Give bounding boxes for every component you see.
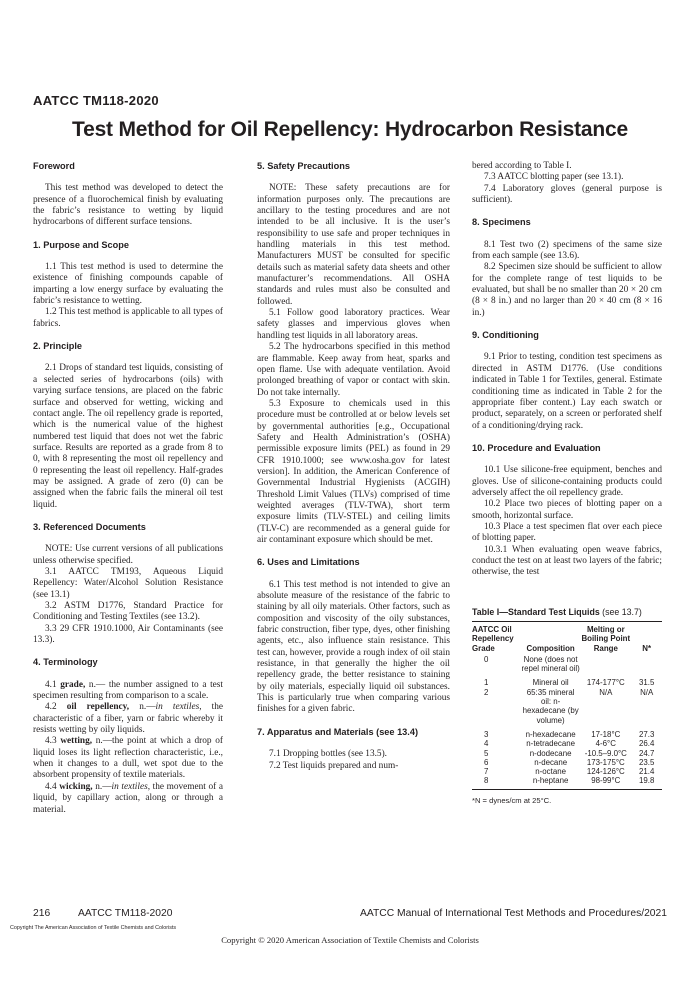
table-row (472, 776, 662, 785)
term: wetting, (60, 736, 93, 747)
cell-range: 4-6°C (595, 739, 616, 749)
cell-range: N/A (599, 687, 613, 697)
cell-n: 19.8 (638, 776, 655, 786)
paragraph-3-1: 3.1 AATCC TM193, Aqueous Liquid Repellency: Water/Alcohol Solution Resistance (see 13.1) (33, 566, 223, 600)
section-heading-specimens: 8. Specimens (472, 217, 531, 228)
definition-text: , the characteristic of a fiber, yarn or fabric whereby it resists wetting by oily liquids. (33, 702, 224, 736)
header-range: Melting or Boiling Point Range (581, 625, 631, 653)
paragraph-foreword: This test method was developed to detect the presence of a fluorochemical finish by evaluating the fabric’s resistance to wetting by liquid hydrocarbons of different surface tensions. (33, 183, 223, 228)
paragraph-3-2: 3.2 ASTM D1776, Standard Practice for Conditioning and Testing Textiles (see 13.2). (33, 601, 223, 623)
column-1 (33, 161, 223, 816)
cell-n (631, 655, 662, 674)
cell-n: N/A (640, 687, 654, 697)
cell-composition: n-dodecane (529, 748, 572, 758)
table-row (472, 758, 662, 767)
section-heading-referenced-documents: 3. Referenced Documents (33, 521, 146, 532)
table-row (472, 739, 662, 748)
paragraph-8-1: 8.1 Test two (2) specimens of the same size from each sample (see 13.6). (472, 239, 662, 262)
table-row (472, 655, 662, 674)
table-row (472, 767, 662, 776)
paragraph-10-2: 10.2 Place two pieces of blotting paper on a smooth, horizontal surface. (472, 499, 662, 521)
table-footnote: *N = dynes/cm at 25°C. (472, 795, 552, 805)
term: grade, (60, 679, 86, 690)
paragraph-7-2: 7.2 Test liquids prepared and num- (269, 760, 399, 771)
copyright-notice: Copyright © 2020 American Association of Textile Chemists and Colorists (221, 935, 479, 945)
cell-composition: 65:35 mineral oil: n-hexadecane (by volume) (522, 687, 579, 725)
definition-wicking (33, 782, 223, 816)
cell-grade: 1 (484, 678, 489, 688)
definition-number: 4.1 (45, 679, 61, 690)
document-id: AATCC TM118-2020 (33, 93, 159, 108)
paragraph-9-1: 9.1 Prior to testing, condition test specimens as directed in ASTM D1776. (Use conditions indicated in Table 1 for Textiles, general. Estimate conditioning time as indicated in Table 2 for the appropriate fiber content.) Lay each swatch or product, separately, on a screen or perforated shelf of a conditioning/drying rack. (472, 352, 662, 431)
cell-grade: 0 (484, 654, 489, 664)
section-heading-apparatus: 7. Apparatus and Materials (see 13.4) (257, 726, 419, 737)
table-title-text: Table I—Standard Test Liquids (472, 606, 600, 617)
definition-text: , the movement of a liquid, by capillary action, along or through a material. (33, 781, 224, 815)
paragraph-5-1: 5.1 Follow good laboratory practices. Wear safety glasses and impervious gloves when handling test liquids in all laboratory areas. (257, 308, 450, 341)
paragraph-3-3: 3.3 29 CFR 1910.1000, Air Contaminants (see 13.3). (33, 623, 223, 646)
definition-number: 4.3 (45, 736, 61, 747)
definition-wetting (33, 736, 223, 781)
cell-composition: n-octane (535, 767, 566, 777)
paragraph-7-2-continued: bered according to Table I. (472, 161, 572, 171)
paragraph-8-2: 8.2 Specimen size should be sufficient to allow for the complete range of test liquids to be evaluated, but shall be no smaller than 20 × 20 cm (8 × 8 in.) and no larger than 20 × 40 cm (8 × 16 in.) (472, 262, 662, 318)
table-title-reference: (see 13.7) (599, 606, 642, 617)
paragraph-7-1: 7.1 Dropping bottles (see 13.5). (269, 749, 387, 760)
page-title: Test Method for Oil Repellency: Hydrocarbon Resistance (72, 118, 628, 141)
cell-range: 173-175°C (586, 757, 625, 767)
definition-text: n.— the number assigned to a test specimen resulting from comparison to a scale. (33, 679, 223, 702)
footer-manual-title: AATCC Manual of International Test Methods and Procedures/2021 (360, 908, 667, 919)
section-heading-safety: 5. Safety Precautions (257, 161, 350, 171)
table-row (472, 673, 662, 687)
paragraph-1-1: 1.1 This test method is used to determine the existence of finishing compounds capable of imparting a low energy surface by evaluating the fabric’s resistance to wetting. (33, 262, 223, 307)
paragraph-7-4: 7.4 Laboratory gloves (general purpose is sufficient). (472, 183, 662, 206)
cell-grade: 7 (484, 767, 489, 777)
definition-grade (33, 680, 223, 703)
section-heading-conditioning: 9. Conditioning (472, 330, 539, 341)
cell-range (580, 655, 631, 674)
footer-document-id: AATCC TM118-2020 (78, 908, 173, 919)
paragraph-10-1: 10.1 Use silicone-free equipment, benches and gloves. Use of silicone-containing products could adversely affect the oil repellency grade. (472, 465, 662, 498)
cell-grade: 5 (484, 748, 489, 758)
section-heading-principle: 2. Principle (33, 341, 83, 352)
section-heading-terminology: 4. Terminology (33, 657, 98, 668)
definition-pos: n.— (92, 781, 112, 792)
cell-composition: n-decane (534, 757, 568, 767)
cell-grade: 2 (484, 687, 489, 697)
header-n: N* (642, 643, 652, 653)
cell-composition: n-hexadecane (525, 729, 576, 739)
table-header-row (472, 622, 662, 655)
header-composition: Composition (526, 643, 575, 653)
term: wicking, (59, 781, 93, 792)
cell-n: 24.7 (638, 748, 655, 758)
cell-grade: 8 (484, 776, 489, 786)
paragraph-1-2: 1.2 This test method is applicable to all types of fabrics. (33, 307, 223, 329)
paragraph-10-3: 10.3 Place a test specimen flat over each piece of blotting paper. (472, 521, 662, 544)
table-row (472, 725, 662, 739)
table-bottom-rule (472, 789, 662, 790)
cell-grade: 6 (484, 757, 489, 767)
paragraph-5-3: 5.3 Exposure to chemicals used in this procedure must be controlled at or below levels set by governmental authorities [e.g., Occupational Safety and Health Administration’s (OSHA) permissible exposure limits (PEL) as found in 29 CFR 1910.1000; see www.osha.gov for latest version]. In addition, the American Conference of Governmental Industrial Hygienists (ACGIH) Threshold Limit Values (TLVs) comprised of time weighted averages (TLV-TWA), short term exposure limits (TLV-STEL) and ceiling limits (TLV-C) are recommended as a general guide for air contaminant exposure which should be met. (257, 398, 450, 545)
section-heading-foreword: Foreword (33, 161, 75, 171)
cell-grade: 3 (484, 729, 489, 739)
section-heading-uses: 6. Uses and Limitations (257, 557, 360, 568)
paragraph-7-3: 7.3 AATCC blotting paper (see 13.1). (484, 172, 624, 183)
cell-grade: 4 (484, 739, 489, 749)
header-grade: AATCC Oil Repellency Grade (472, 625, 514, 653)
definition-pos: n.— (129, 702, 156, 713)
definition-text: n.—the point at which a drop of liquid loses its light reflection characteristic, i.e., when it changes to a dull, wet spot due to the absorbent propensity of textile materials. (33, 736, 223, 781)
paragraph-6-1: 6.1 This test method is not intended to give an absolute measure of the resistance of the fabric to staining by all oily materials. Other factors, such as composition and viscosity of the oily substances, fabric construction, fiber type, dyes, other finishing agents, etc., also influence stain resistance. This test can, however, provide a rough index of oil stain resistance, in that generally the higher the oil repellency grade, the better resistance to staining by oily materials, especially liquid oil substances. This is particularly true when comparing various finishes for a given fabric. (257, 579, 451, 715)
table-title (472, 607, 662, 618)
standard-test-liquids-table (472, 622, 662, 786)
cell-n: 23.5 (638, 757, 655, 767)
definition-number: 4.2 (45, 702, 67, 713)
cell-n: 31.5 (638, 678, 655, 688)
column-3 (472, 161, 662, 806)
definition-oil-repellency (33, 702, 223, 736)
cell-composition: n-tetradecane (526, 739, 575, 749)
column-2 (257, 161, 450, 772)
paragraph-3-note: NOTE: Use current versions of all publications unless otherwise specified. (33, 544, 223, 566)
cell-n: 26.4 (638, 739, 655, 749)
definition-field: in textiles (155, 702, 200, 713)
cell-range: 98-99°C (591, 776, 621, 786)
section-heading-procedure: 10. Procedure and Evaluation (472, 442, 601, 453)
table-row (472, 749, 662, 758)
cell-n: 27.3 (638, 729, 655, 739)
page-number: 216 (33, 908, 51, 919)
term: oil repellency, (66, 702, 130, 713)
section-heading-purpose: 1. Purpose and Scope (33, 239, 129, 250)
paragraph-5-2: 5.2 The hydrocarbons specified in this method are flammable. Keep away from heat, sparks and open flame. Use with adequate ventilation. Avoid prolonged breathing of vapor or contact with skin. Do not take internally. (257, 342, 450, 398)
copyright-notice-small: Copyright The American Association of Textile Chemists and Colorists (10, 925, 177, 931)
table-row (472, 688, 662, 725)
cell-range: -10.5–9.0°C (584, 748, 627, 758)
paragraph-5-note: NOTE: These safety precautions are for information purposes only. The precautions are ancillary to the testing procedures and are not intended to be all inclusive. It is the user’s responsibility to use safe and proper techniques in handling materials in this test method. Manufacturers MUST be consulted for specific details such as material safety data sheets and other manufacturer’s recommendations. All OSHA standards and rules must also be consulted and followed. (257, 183, 450, 307)
cell-composition: Mineral oil (532, 678, 569, 688)
definition-field: in textiles (111, 781, 148, 792)
cell-range: 124-126°C (586, 767, 625, 777)
cell-range: 174-177°C (586, 678, 625, 688)
paragraph-10-3-1: 10.3.1 When evaluating open weave fabrics, conduct the test on at least two layers of the fabric; otherwise, the test (472, 544, 662, 578)
cell-n: 21.4 (638, 767, 655, 777)
cell-range: 17-18°C (591, 729, 621, 739)
definition-number: 4.4 (45, 781, 60, 792)
cell-composition: n-heptane (532, 776, 569, 786)
paragraph-2-1: 2.1 Drops of standard test liquids, consisting of a selected series of hydrocarbons (oils) with varying surface tensions, are placed on the fabric surface and observed for wetting, wicking and contact angle. The oil repellency grade is reported, which is the numerical value of the highest numbered test liquid that does not wet the fabric surface. Results are reported as a grade from 8 to 0, with 8 representing the most oil repellency and 0 representing the least oil repellency. Half-grades may be assigned. A grade of zero (0) can be assigned when the fabric fails the mineral oil test liquid. (33, 363, 223, 510)
cell-composition: None (does not repel mineral oil) (521, 654, 580, 674)
